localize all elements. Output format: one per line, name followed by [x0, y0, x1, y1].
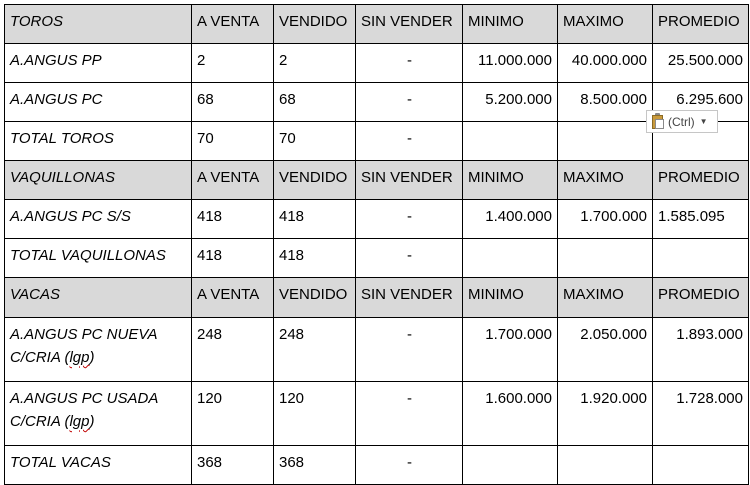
- vendido-cell: 120: [274, 382, 356, 446]
- a-venta-cell: 368: [192, 446, 274, 485]
- promedio-cell: [653, 239, 749, 278]
- header-sin-vender: SIN VENDER: [356, 278, 463, 318]
- vendido-cell: 248: [274, 318, 356, 382]
- row-name-text: A.ANGUS PC USADA C/CRIA (lgp): [10, 390, 158, 430]
- header-sin-vender: SIN VENDER: [356, 5, 463, 44]
- total-row: [5, 446, 749, 485]
- header-maximo: MAXIMO: [558, 5, 653, 44]
- sin-vender-cell: -: [356, 382, 463, 446]
- chevron-down-icon: ▼: [699, 117, 708, 126]
- maximo-cell: [558, 446, 653, 485]
- a-venta-cell: 418: [192, 239, 274, 278]
- livestock-sales-table: [4, 4, 749, 485]
- minimo-cell: 1.700.000: [463, 318, 558, 382]
- sin-vender-cell: -: [356, 239, 463, 278]
- a-venta-cell: 2: [192, 44, 274, 83]
- header-vendido: VENDIDO: [274, 5, 356, 44]
- minimo-cell: [463, 239, 558, 278]
- category-header: TOROS: [5, 5, 192, 44]
- row-name: A.ANGUS PC: [5, 83, 192, 122]
- sin-vender-cell: -: [356, 122, 463, 161]
- header-promedio: PROMEDIO: [653, 161, 749, 200]
- header-promedio: PROMEDIO: [653, 278, 749, 318]
- vendido-cell: 2: [274, 44, 356, 83]
- a-venta-cell: 418: [192, 200, 274, 239]
- header-vendido: VENDIDO: [274, 278, 356, 318]
- section-header-vaquillonas: [5, 161, 749, 200]
- paste-options-label: (Ctrl): [668, 114, 695, 129]
- row-name: [5, 318, 192, 382]
- row-name-text: A.ANGUS PC NUEVA C/CRIA (lgp): [10, 326, 157, 366]
- clipboard-icon: [651, 113, 665, 130]
- row-name: TOTAL VACAS: [5, 446, 192, 485]
- promedio-cell: 25.500.000: [653, 44, 749, 83]
- sin-vender-cell: -: [356, 318, 463, 382]
- a-venta-cell: 120: [192, 382, 274, 446]
- promedio-cell: 1.728.000: [653, 382, 749, 446]
- spellcheck-mark: lgp: [69, 413, 90, 430]
- sin-vender-cell: -: [356, 446, 463, 485]
- maximo-cell: 2.050.000: [558, 318, 653, 382]
- vendido-cell: 418: [274, 200, 356, 239]
- total-row: [5, 239, 749, 278]
- minimo-cell: [463, 446, 558, 485]
- minimo-cell: 5.200.000: [463, 83, 558, 122]
- sin-vender-cell: -: [356, 44, 463, 83]
- section-header-toros: [5, 5, 749, 44]
- spellcheck-mark: lgp: [69, 349, 90, 366]
- header-promedio: PROMEDIO: [653, 5, 749, 44]
- table-row: [5, 44, 749, 83]
- header-a-venta: A VENTA: [192, 278, 274, 318]
- vendido-cell: 418: [274, 239, 356, 278]
- maximo-cell: 1.700.000: [558, 200, 653, 239]
- minimo-cell: 1.400.000: [463, 200, 558, 239]
- header-a-venta: A VENTA: [192, 161, 274, 200]
- sin-vender-cell: -: [356, 83, 463, 122]
- promedio-cell: 1.893.000: [653, 318, 749, 382]
- maximo-cell: 40.000.000: [558, 44, 653, 83]
- table-row: [5, 83, 749, 122]
- a-venta-cell: 248: [192, 318, 274, 382]
- table-row: [5, 200, 749, 239]
- paste-options-button[interactable]: [646, 110, 718, 133]
- header-sin-vender: SIN VENDER: [356, 161, 463, 200]
- header-minimo: MINIMO: [463, 161, 558, 200]
- minimo-cell: [463, 122, 558, 161]
- promedio-cell: 6.295.600: [653, 83, 749, 122]
- header-vendido: VENDIDO: [274, 161, 356, 200]
- section-header-vacas: [5, 278, 749, 318]
- maximo-cell: 1.920.000: [558, 382, 653, 446]
- minimo-cell: 1.600.000: [463, 382, 558, 446]
- total-row: [5, 122, 749, 161]
- category-header: VACAS: [5, 278, 192, 318]
- maximo-cell: [558, 122, 653, 161]
- row-name: A.ANGUS PP: [5, 44, 192, 83]
- vendido-cell: 368: [274, 446, 356, 485]
- promedio-cell: [653, 446, 749, 485]
- a-venta-cell: 70: [192, 122, 274, 161]
- row-name: TOTAL TOROS: [5, 122, 192, 161]
- promedio-cell: 1.585.095: [653, 200, 749, 239]
- row-name: [5, 382, 192, 446]
- header-a-venta: A VENTA: [192, 5, 274, 44]
- header-minimo: MINIMO: [463, 278, 558, 318]
- minimo-cell: 11.000.000: [463, 44, 558, 83]
- vendido-cell: 68: [274, 83, 356, 122]
- a-venta-cell: 68: [192, 83, 274, 122]
- row-name: A.ANGUS PC S/S: [5, 200, 192, 239]
- header-maximo: MAXIMO: [558, 161, 653, 200]
- maximo-cell: 8.500.000: [558, 83, 653, 122]
- table-row: [5, 382, 749, 446]
- vendido-cell: 70: [274, 122, 356, 161]
- table-row: [5, 318, 749, 382]
- sin-vender-cell: -: [356, 200, 463, 239]
- header-maximo: MAXIMO: [558, 278, 653, 318]
- category-header: VAQUILLONAS: [5, 161, 192, 200]
- header-minimo: MINIMO: [463, 5, 558, 44]
- maximo-cell: [558, 239, 653, 278]
- row-name: TOTAL VAQUILLONAS: [5, 239, 192, 278]
